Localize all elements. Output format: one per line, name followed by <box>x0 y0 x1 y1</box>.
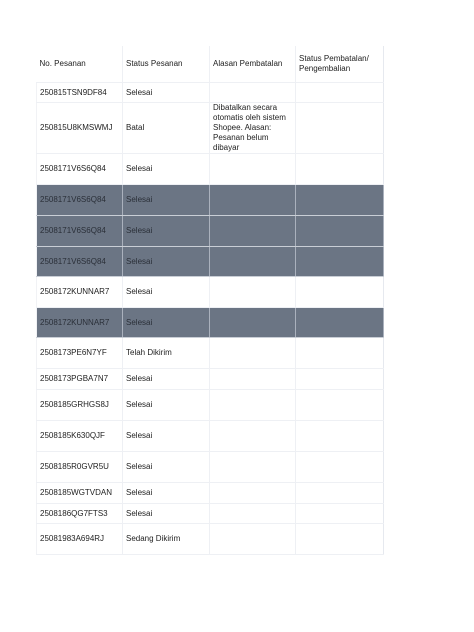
cancel-reason-cell <box>210 452 296 483</box>
order-number-cell: 2508171V6S6Q84 <box>37 247 123 277</box>
table-row <box>37 524 384 555</box>
cancel-return-status-cell <box>296 452 384 483</box>
cancel-return-status-cell <box>296 247 384 277</box>
table-row <box>37 103 384 154</box>
cancel-reason-cell: Dibatalkan secara otomatis oleh sistem Shopee. Alasan: Pesanan belum dibayar <box>210 103 296 154</box>
order-status-cell: Selesai <box>123 247 210 277</box>
order-status-cell: Selesai <box>123 483 210 504</box>
header-cancel-reason: Alasan Pembatalan <box>210 46 296 83</box>
header-order-number: No. Pesanan <box>37 46 123 83</box>
table-row <box>37 504 384 524</box>
order-status-cell: Selesai <box>123 369 210 390</box>
order-status-cell: Selesai <box>123 277 210 308</box>
cancel-reason-cell <box>210 277 296 308</box>
cancel-reason-cell <box>210 504 296 524</box>
order-sheet <box>36 46 383 555</box>
cancel-reason-cell <box>210 308 296 338</box>
order-status-cell: Selesai <box>123 421 210 452</box>
table-row <box>37 421 384 452</box>
order-status-cell: Selesai <box>123 504 210 524</box>
cancel-return-status-cell <box>296 524 384 555</box>
cancel-reason-cell <box>210 369 296 390</box>
table-row <box>37 483 384 504</box>
order-number-cell: 2508185GRHGS8J <box>37 390 123 421</box>
order-number-cell: 250815TSN9DF84 <box>37 83 123 103</box>
order-status-cell: Selesai <box>123 308 210 338</box>
order-number-cell: 2508185WGTVDAN <box>37 483 123 504</box>
table-row <box>37 369 384 390</box>
order-status-cell: Selesai <box>123 83 210 103</box>
cancel-return-status-cell <box>296 185 384 216</box>
cancel-return-status-cell <box>296 308 384 338</box>
cancel-reason-cell <box>210 421 296 452</box>
cancel-return-status-cell <box>296 483 384 504</box>
order-number-cell: 2508173PGBA7N7 <box>37 369 123 390</box>
cancel-return-status-cell <box>296 421 384 452</box>
table-row <box>37 185 384 216</box>
order-number-cell: 2508173PE6N7YF <box>37 338 123 369</box>
cancel-reason-cell <box>210 390 296 421</box>
cancel-reason-cell <box>210 247 296 277</box>
order-number-cell: 2508171V6S6Q84 <box>37 154 123 185</box>
cancel-reason-cell <box>210 83 296 103</box>
table-row <box>37 154 384 185</box>
cancel-return-status-cell <box>296 369 384 390</box>
table-row <box>37 216 384 247</box>
cancel-reason-cell <box>210 185 296 216</box>
orders-body <box>37 83 384 555</box>
cancel-return-status-cell <box>296 390 384 421</box>
cancel-return-status-cell <box>296 338 384 369</box>
order-status-cell: Selesai <box>123 390 210 421</box>
table-row <box>37 308 384 338</box>
table-row <box>37 277 384 308</box>
header-order-status: Status Pesanan <box>123 46 210 83</box>
cancel-return-status-cell <box>296 504 384 524</box>
order-status-cell: Batal <box>123 103 210 154</box>
order-number-cell: 2508171V6S6Q84 <box>37 216 123 247</box>
order-number-cell: 2508172KUNNAR7 <box>37 308 123 338</box>
order-status-cell: Sedang Dikirim <box>123 524 210 555</box>
cancel-reason-cell <box>210 154 296 185</box>
table-row <box>37 247 384 277</box>
order-number-cell: 250815U8KMSWMJ <box>37 103 123 154</box>
order-number-cell: 2508172KUNNAR7 <box>37 277 123 308</box>
table-row <box>37 452 384 483</box>
cancel-reason-cell <box>210 216 296 247</box>
order-number-cell: 2508185K630QJF <box>37 421 123 452</box>
order-number-cell: 2508171V6S6Q84 <box>37 185 123 216</box>
cancel-reason-cell <box>210 483 296 504</box>
cancel-return-status-cell <box>296 103 384 154</box>
order-status-cell: Telah Dikirim <box>123 338 210 369</box>
table-row <box>37 390 384 421</box>
orders-table <box>36 46 384 555</box>
cancel-return-status-cell <box>296 83 384 103</box>
order-number-cell: 2508186QG7FTS3 <box>37 504 123 524</box>
table-row <box>37 338 384 369</box>
order-status-cell: Selesai <box>123 154 210 185</box>
table-row <box>37 83 384 103</box>
cancel-reason-cell <box>210 524 296 555</box>
order-status-cell: Selesai <box>123 185 210 216</box>
cancel-return-status-cell <box>296 216 384 247</box>
order-number-cell: 25081983A694RJ <box>37 524 123 555</box>
cancel-return-status-cell <box>296 154 384 185</box>
header-cancel-return-status: Status Pembatalan/ Pengembalian <box>296 46 384 83</box>
header-row <box>37 46 384 83</box>
order-status-cell: Selesai <box>123 452 210 483</box>
cancel-return-status-cell <box>296 277 384 308</box>
order-status-cell: Selesai <box>123 216 210 247</box>
cancel-reason-cell <box>210 338 296 369</box>
order-number-cell: 2508185R0GVR5U <box>37 452 123 483</box>
